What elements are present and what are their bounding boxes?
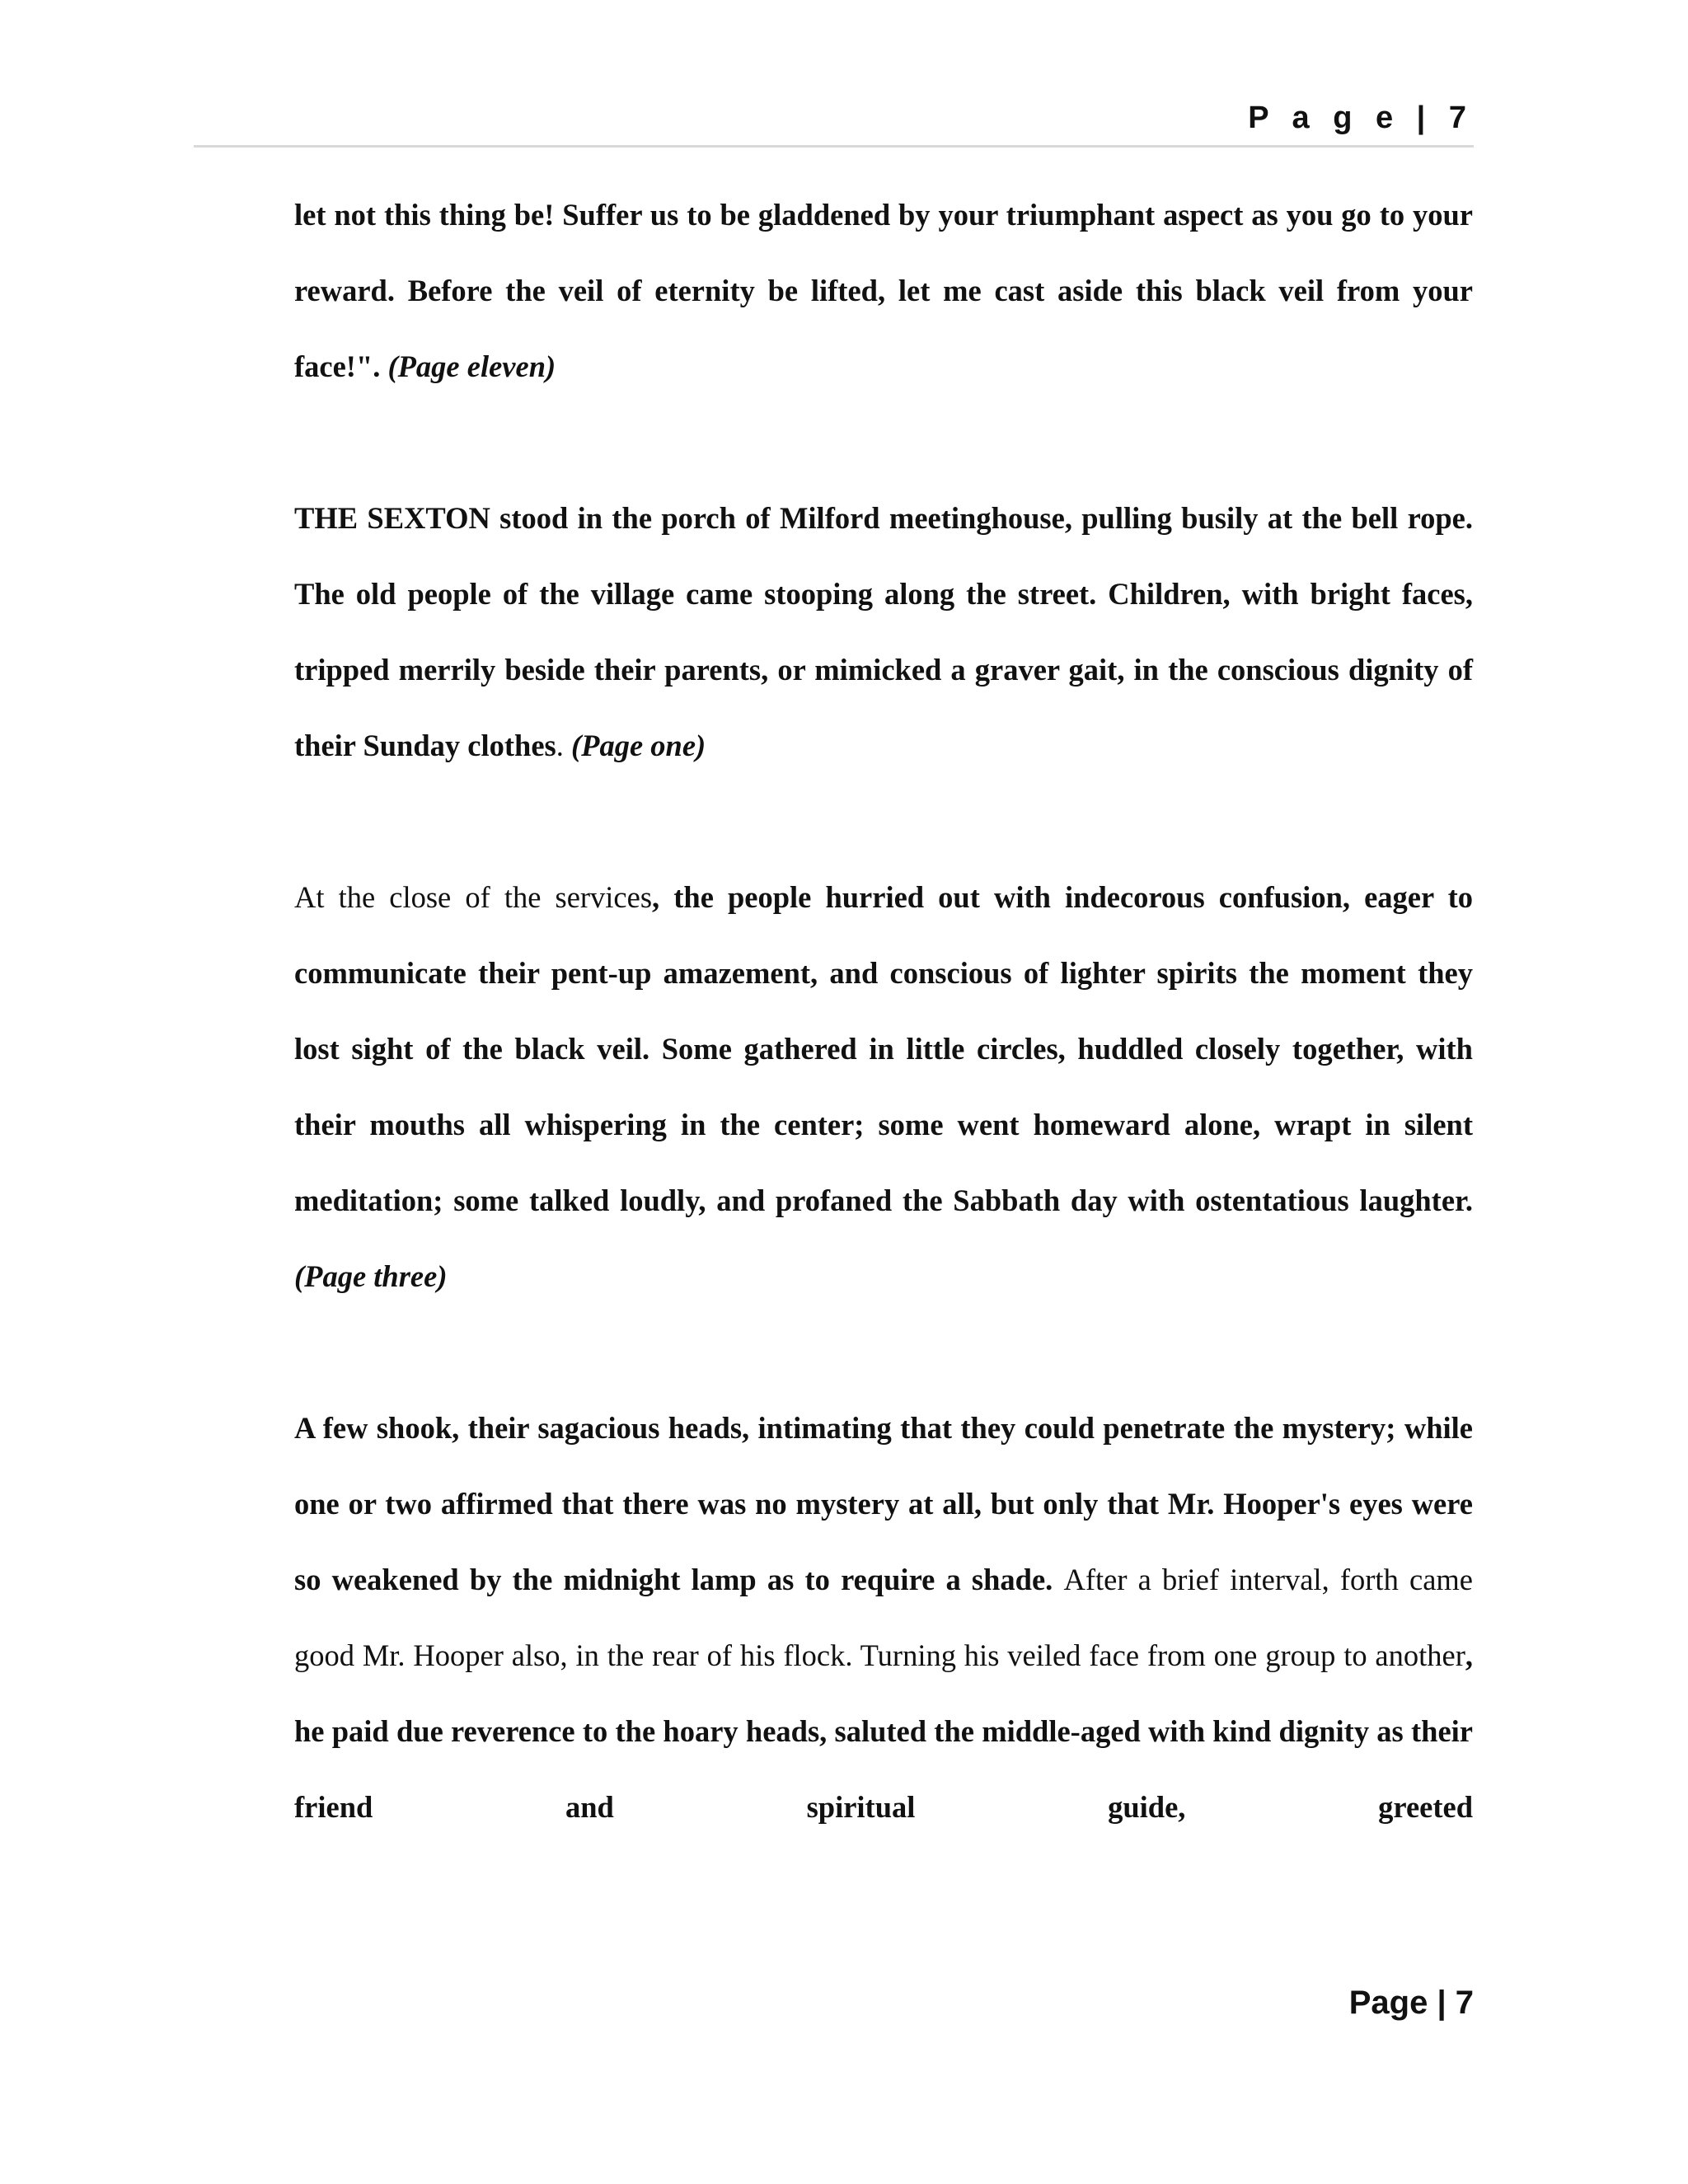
text-run: After a brief interval, forth came good Mr. Hooper also, in the rear of his flock. Turning his veiled face from one group to another — [294, 1563, 1473, 1672]
text-run: A few shook, their sagacious heads, intimating that they could penetrate the mystery; while one or two affirmed that there was no mystery at all, but only that Mr. Hooper's eyes were so weakened by the midnight lamp as to require a shade. — [294, 1411, 1473, 1596]
paragraph-3 — [294, 860, 1473, 1315]
paragraph-2 — [294, 480, 1473, 784]
page-footer — [1349, 1985, 1474, 2022]
text-run: At the close of the services — [294, 880, 653, 914]
footer-page-number: Page | 7 — [1348, 1985, 1474, 2021]
paragraph-4 — [294, 1390, 1473, 1845]
document-body — [294, 177, 1473, 1845]
text-run: THE SEXTON stood in the porch of Milford meetinghouse, pulling busily at the bell rope. The old people of the village came stooping along the street. Children, with bright faces, tripped merrily beside their parents, or mimicked a graver gait, in the conscious dignity of their Sunday clothes — [294, 501, 1473, 762]
paragraph-1 — [294, 177, 1473, 405]
page-citation: (Page one) — [571, 729, 706, 762]
text-run: let not this thing be! Suffer us to be gladdened by your triumphant aspect as you go to your reward. Before the veil of eternity be lifted, let me cast aside this black veil from your face!". — [294, 198, 1473, 383]
text-run: , he paid due reverence to the hoary heads, saluted the middle-aged with kind dignity as their friend and spiritual guide, greeted — [294, 1638, 1473, 1824]
text-run: . — [556, 729, 571, 762]
page-citation: (Page eleven) — [387, 349, 556, 383]
page-citation: (Page three) — [294, 1259, 448, 1293]
header-page-number: P a g e | 7 — [1248, 101, 1474, 135]
text-run: , the people hurried out with indecorous confusion, eager to communicate their pent-up amazement, and conscious of lighter spirits the moment they lost sight of the black veil. Some gathered in little circles, huddled closely together, with their mouths all whispering in the center; some went homeward alone, wrapt in silent meditation; some talked loudly, and profaned the Sabbath day with ostentatious laughter. — [294, 880, 1473, 1217]
page-header — [194, 91, 1474, 148]
